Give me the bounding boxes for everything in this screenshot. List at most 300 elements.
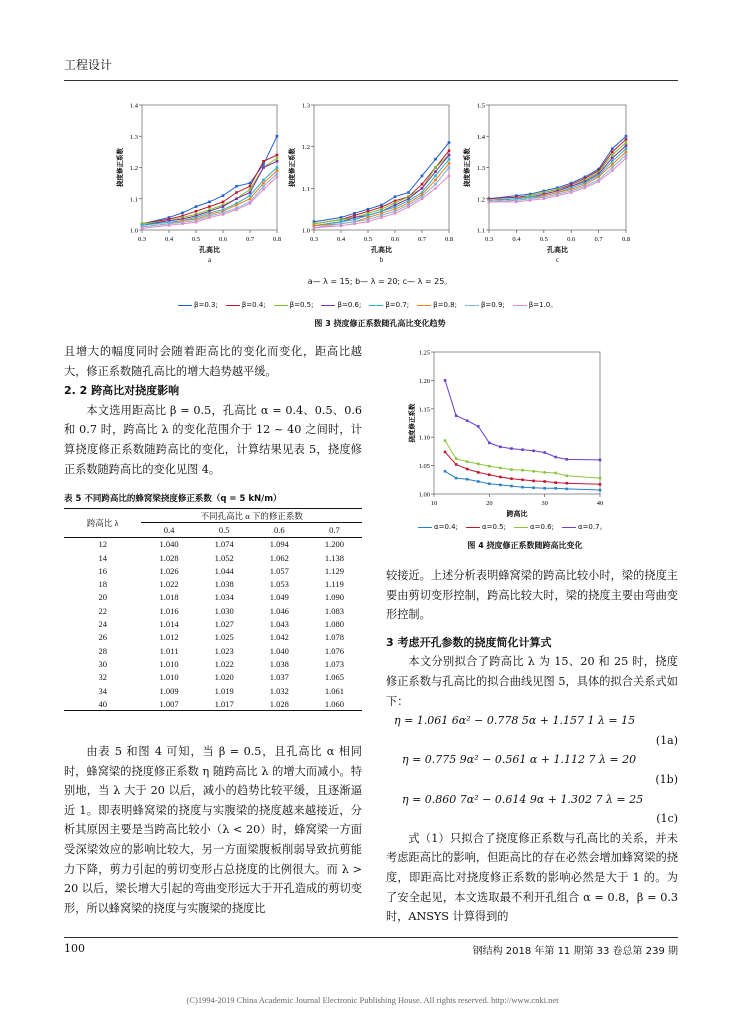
x-tick-label: 0.5 — [363, 236, 373, 243]
x-tick-label: 20 — [486, 500, 493, 507]
data-point — [477, 471, 480, 474]
table-cell: 1.020 — [214, 672, 234, 683]
paragraph: 式（1）只拟合了挠度修正系数与孔高比的关系，并未考虑距高比的影响，但距高比的存在必然会增加蜂窝梁的挠度，即距高比对挠度修正系数的影响必然是大于 1 的。为了安全起见，本文选取最不利开孔组合 α = 0.8，β = 0.3 时，ANSYS 计算得到的 — [386, 831, 678, 924]
legend-item — [562, 522, 607, 532]
data-point — [584, 187, 587, 190]
table-cell: 1.042 — [269, 632, 289, 643]
x-axis-label: 孔高比 — [199, 246, 220, 254]
section-header: 工程设计 — [64, 58, 113, 72]
data-point — [625, 141, 628, 144]
data-point — [394, 212, 397, 215]
legend-item — [417, 301, 457, 309]
table-cell: 1.038 — [214, 579, 234, 590]
copyright-footer: (C)1994-2019 China Academic Journal Electronic Publishing House. All rights reserved. http://www.cnki.net — [186, 995, 559, 1005]
figure3-chart-b — [282, 100, 457, 268]
data-point — [599, 483, 602, 486]
x-tick-label: 40 — [596, 500, 604, 507]
table-cell: 1.119 — [325, 579, 344, 590]
data-point — [466, 419, 469, 422]
data-point — [208, 205, 211, 208]
legend-label: β=0.8; — [433, 301, 457, 309]
legend-swatch — [513, 305, 527, 306]
table-cell: 1.019 — [214, 685, 234, 696]
data-point — [168, 224, 171, 227]
legend-label: α=0.6; — [529, 523, 554, 531]
table-cell: 1.060 — [324, 698, 344, 709]
paragraph: 由表 5 和图 4 可知，当 β = 0.5，且孔高比 α 相同时，蜂窝梁的挠度修正系数 η 随跨高比 λ 的增大而减小。特别地，当 λ 大于 20 以后，减小的趋势比较平缓，且逐渐逼近 1。即表明蜂窝梁的挠度与实腹梁的挠度越来越接近，分析其原因主要是当跨高比较小（λ < 20）时，蜂窝梁一方面受深梁效应的影响比较大，另一方面梁腹板削弱导致抗剪能力下降，剪力引起的剪切变形占总挠度的比例很大。而 λ > 20 以后，梁长增大引起的弯曲变形远大于开孔造成的剪切变形，所以蜂窝梁的挠度与实腹梁的挠度比 — [64, 745, 362, 915]
data-point — [276, 160, 279, 163]
data-point — [599, 489, 602, 492]
table-cell: 1.010 — [159, 658, 179, 669]
data-point — [488, 482, 491, 485]
table-cell: 1.012 — [159, 632, 179, 643]
table-cell: 14 — [98, 552, 107, 563]
x-tick-label: 30 — [541, 500, 548, 507]
data-point — [444, 470, 447, 473]
table-cell: 1.046 — [269, 605, 289, 616]
table-cell: 1.028 — [269, 698, 289, 709]
y-tick-label: 1.4 — [129, 102, 138, 110]
data-point — [532, 470, 535, 473]
data-point — [195, 205, 198, 208]
legend-label: β=0.5; — [289, 301, 314, 309]
table-row — [64, 697, 362, 711]
table-cell: 1.053 — [269, 579, 289, 590]
x-tick-label: 0.7 — [594, 236, 603, 243]
data-point — [466, 478, 469, 481]
table-cell: 30 — [98, 658, 107, 669]
data-point — [407, 206, 410, 209]
table-row — [64, 657, 362, 670]
table-cell: 1.044 — [214, 565, 234, 576]
panel-label: b — [379, 256, 384, 264]
data-point — [434, 183, 437, 186]
y-tick-label: 1.25 — [418, 349, 430, 357]
data-point — [566, 475, 569, 478]
table-cell: 1.038 — [269, 658, 289, 669]
table-cell: 1.037 — [269, 672, 289, 683]
data-point — [434, 158, 437, 161]
data-point — [515, 201, 518, 204]
y-tick-label: 1.1 — [301, 185, 310, 193]
legend-swatch — [369, 305, 383, 306]
data-point — [625, 135, 628, 138]
data-point — [353, 222, 356, 225]
table-cell: 1.129 — [324, 565, 344, 576]
data-point — [421, 187, 424, 190]
data-point — [611, 151, 614, 154]
y-tick-label: 1.2 — [301, 144, 310, 152]
table-cell: 1.034 — [214, 592, 234, 603]
data-point — [448, 162, 451, 165]
data-point — [444, 451, 447, 454]
legend-label: β=0.7; — [385, 301, 410, 309]
data-point — [394, 195, 397, 198]
footer-rule — [64, 937, 678, 938]
paragraph: 本文分别拟合了跨高比 λ 为 15、20 和 25 时，挠度修正系数与孔高比的拟合曲线见图 5，具体的拟合关系式如下： — [386, 655, 678, 708]
table-cell: 1.061 — [324, 685, 344, 696]
x-axis-label: 孔高比 — [371, 246, 392, 254]
right-column — [386, 566, 678, 927]
legend-swatch — [417, 305, 431, 306]
plot-frame — [434, 352, 600, 494]
data-point — [499, 446, 502, 449]
data-point — [262, 182, 265, 185]
data-point — [611, 163, 614, 166]
y-tick-label: 1.00 — [418, 491, 430, 499]
legend-swatch — [465, 305, 479, 306]
data-point — [262, 179, 265, 182]
table-row — [64, 551, 362, 564]
table-cell: 22 — [98, 605, 107, 616]
paragraph: 本文选用距高比 β = 0.5，孔高比 α = 0.4、0.5、0.6 和 0.7 时，跨高比 λ 的变化范围介于 12 ~ 40 之间时，计算挠度修正系数随跨高比的变化，计算结果见表 5，挠度修正系数随跨高比的变化见图 4。 — [64, 403, 362, 476]
left-column-top — [64, 342, 362, 479]
data-point — [434, 166, 437, 169]
table-cell: 26 — [98, 632, 107, 643]
table-cell: 1.023 — [214, 645, 234, 656]
table-group-header: 不同孔高比 α 下的修正系数 — [141, 509, 362, 523]
data-point — [276, 157, 279, 160]
figure3-caption: 图 3 挠度修正系数随孔高比变化趋势 — [314, 319, 446, 328]
data-point — [141, 227, 144, 230]
y-axis-label: 挠度修正系数 — [408, 403, 416, 443]
x-tick-label: 0.3 — [309, 236, 319, 243]
x-tick-label: 10 — [430, 500, 438, 507]
legend-item — [226, 301, 266, 309]
data-point — [276, 166, 279, 169]
data-point — [625, 157, 628, 160]
data-point — [466, 468, 469, 471]
table-row — [64, 604, 362, 617]
data-point — [532, 450, 535, 453]
legend-label: β=1.0。 — [528, 301, 558, 309]
data-point — [455, 414, 458, 417]
journal-info: 钢结构 2018 年第 11 期第 33 卷总第 239 期 — [472, 946, 678, 957]
data-point — [448, 150, 451, 153]
table-cell: 1.057 — [269, 565, 289, 576]
data-point — [367, 220, 370, 223]
data-point — [455, 477, 458, 480]
data-point — [543, 451, 546, 454]
table-cell: 1.009 — [159, 685, 179, 696]
figure3-chart-c — [453, 100, 633, 268]
table-cell: 1.032 — [269, 685, 289, 696]
y-tick-label: 1.3 — [476, 165, 485, 172]
data-point — [543, 197, 546, 200]
x-tick-label: 0.5 — [191, 236, 201, 243]
data-point — [554, 472, 557, 475]
table-cell: 1.027 — [214, 619, 234, 630]
y-tick-label: 1.0 — [301, 227, 310, 235]
data-point — [466, 460, 469, 463]
table-row — [64, 617, 362, 630]
legend-label: β=0.9; — [480, 301, 505, 309]
data-point — [380, 216, 383, 219]
table-cell: 1.083 — [324, 605, 344, 616]
data-point — [543, 480, 546, 483]
data-point — [488, 442, 491, 445]
table-row-header: 跨高比 λ — [64, 509, 141, 538]
data-point — [222, 194, 225, 197]
paragraph: 且增大的幅度同时会随着距高比的变化而变化，距高比越大，修正系数随孔高比的增大趋势越平缓。 — [64, 345, 362, 378]
table-cell: 1.025 — [214, 632, 234, 643]
equation-number: (1a) — [655, 733, 678, 747]
legend-item — [418, 523, 458, 531]
legend-item — [274, 301, 314, 309]
table-cell: 1.090 — [324, 592, 344, 603]
table-row — [64, 537, 362, 551]
data-point — [262, 166, 265, 169]
x-tick-label: 0.4 — [164, 236, 174, 243]
data-point — [276, 176, 279, 179]
legend-swatch — [514, 527, 528, 528]
left-column-bottom — [64, 742, 362, 918]
table-row — [64, 631, 362, 644]
data-point — [510, 468, 513, 471]
data-point — [566, 482, 569, 485]
equation-number: (1c) — [656, 812, 678, 826]
x-tick-label: 0.8 — [621, 236, 631, 243]
section-heading-3: 3 考虑开孔参数的挠度简化计算式 — [386, 635, 552, 649]
legend-label: α=0.4; — [434, 523, 458, 531]
table-cell: 16 — [98, 565, 107, 576]
table-cell: 12 — [98, 539, 107, 550]
data-point — [235, 191, 238, 194]
table-cell: 1.007 — [159, 698, 179, 709]
table-cell: 1.040 — [269, 645, 289, 656]
table-cell: 28 — [98, 645, 107, 656]
legend-item — [178, 301, 218, 309]
table-cell: 1.076 — [324, 645, 344, 656]
data-point — [421, 175, 424, 178]
table-cell: 1.049 — [269, 592, 289, 603]
data-point — [421, 183, 424, 186]
figure4-legend — [418, 514, 658, 531]
table-cell: 1.073 — [324, 658, 344, 669]
figure3-legend — [178, 292, 598, 309]
equation-1b: η = 0.775 9α² − 0.561 α + 1.112 7 λ = 20 — [402, 753, 637, 767]
data-point — [556, 194, 559, 197]
table-column-header: 0.4 — [141, 523, 196, 537]
data-point — [597, 176, 600, 179]
data-point — [434, 170, 437, 173]
table-cell: 1.028 — [159, 552, 179, 563]
data-point — [444, 379, 447, 382]
panel-label: c — [555, 256, 560, 264]
data-point — [276, 135, 279, 138]
table-row — [64, 591, 362, 604]
legend-item — [465, 301, 505, 309]
data-point — [611, 147, 614, 150]
data-point — [488, 473, 491, 476]
data-point — [599, 477, 602, 480]
data-point — [444, 439, 447, 442]
data-point — [521, 486, 524, 489]
header-rule — [64, 80, 678, 81]
section-heading-2-2: 2. 2 跨高比对挠度影响 — [64, 384, 180, 398]
data-point — [208, 201, 211, 204]
table-cell: 1.010 — [159, 672, 179, 683]
data-point — [434, 187, 437, 190]
x-tick-label: 0.6 — [390, 236, 400, 243]
data-point — [566, 458, 569, 461]
data-point — [421, 197, 424, 200]
data-point — [510, 477, 513, 480]
x-tick-label: 0.8 — [272, 236, 282, 243]
x-tick-label: 0.6 — [567, 236, 576, 243]
legend-swatch — [226, 305, 240, 306]
y-tick-label: 1.0 — [129, 227, 138, 235]
data-point — [222, 201, 225, 204]
y-tick-label: 1.10 — [418, 434, 430, 442]
table-cell: 1.200 — [324, 539, 344, 550]
legend-swatch — [562, 527, 576, 528]
data-point — [543, 487, 546, 490]
data-point — [488, 465, 491, 468]
data-point — [235, 197, 238, 200]
data-point — [529, 199, 532, 202]
data-point — [249, 194, 252, 197]
data-point — [611, 160, 614, 163]
x-axis-label: 跨高比 — [506, 510, 528, 518]
data-point — [477, 425, 480, 428]
x-tick-label: 0.4 — [512, 236, 521, 243]
paragraph: 较接近。上述分析表明蜂窝梁的跨高比较小时，梁的挠度主要由剪切变形控制，跨高比较大时，梁的挠度主要由弯曲变形控制。 — [386, 569, 678, 622]
table-cell: 1.040 — [159, 539, 179, 550]
legend-item — [466, 523, 506, 531]
table-cell: 1.052 — [214, 552, 234, 563]
data-point — [235, 185, 238, 188]
x-tick-label: 0.3 — [137, 236, 147, 243]
legend-swatch — [321, 305, 335, 306]
data-point — [532, 480, 535, 483]
y-tick-label: 1.1 — [129, 196, 138, 204]
table-cell: 20 — [98, 592, 107, 603]
data-point — [611, 169, 614, 172]
data-point — [222, 213, 225, 216]
data-point — [407, 191, 410, 194]
figure3-chart-a — [110, 100, 285, 268]
y-tick-label: 1.20 — [418, 377, 430, 385]
table-cell: 1.043 — [269, 619, 289, 630]
data-point — [276, 154, 279, 157]
page-number: 100 — [64, 942, 85, 955]
x-tick-label: 0.6 — [218, 236, 228, 243]
data-point — [499, 476, 502, 479]
table-cell: 1.030 — [214, 605, 234, 616]
data-point — [455, 457, 458, 460]
data-point — [262, 188, 265, 191]
x-axis-label: 孔高比 — [547, 246, 568, 254]
data-point — [625, 144, 628, 147]
data-point — [276, 172, 279, 175]
legend-swatch — [418, 527, 432, 528]
legend-label: β=0.3; — [194, 301, 218, 309]
data-point — [235, 204, 238, 207]
data-point — [208, 216, 211, 219]
table-row — [64, 644, 362, 657]
legend-swatch — [274, 305, 288, 306]
y-tick-label: 1.5 — [476, 102, 485, 110]
data-point — [554, 487, 557, 490]
table-cell: 40 — [98, 698, 107, 709]
data-point — [181, 212, 184, 215]
equation-1c: η = 0.860 7α² − 0.614 9α + 1.302 7 λ = 25 — [402, 792, 644, 806]
data-point — [313, 227, 316, 230]
table-cell: 24 — [98, 619, 107, 630]
data-point — [625, 154, 628, 157]
data-point — [477, 480, 480, 483]
data-point — [434, 179, 437, 182]
legend-item — [321, 301, 361, 309]
data-point — [625, 147, 628, 150]
table-cell: 1.022 — [159, 579, 179, 590]
data-point — [597, 180, 600, 183]
table-cell: 34 — [98, 685, 107, 696]
legend-item — [513, 300, 557, 310]
figure3-subtitle: a— λ = 15; b— λ = 20; c— λ = 25。 — [307, 277, 453, 286]
table-row — [64, 564, 362, 577]
table-row — [64, 577, 362, 590]
y-tick-label: 1.3 — [129, 133, 138, 141]
data-point — [499, 467, 502, 470]
equation-1a: η = 1.061 6α² − 0.778 5α + 1.157 1 λ = 15 — [394, 714, 636, 728]
y-tick-label: 1.2 — [476, 196, 485, 204]
figure4-caption: 图 4 挠度修正系数随跨高比变化 — [467, 541, 583, 550]
table-cell: 1.011 — [159, 645, 179, 656]
data-point — [249, 202, 252, 205]
data-point — [477, 463, 480, 466]
data-point — [455, 463, 458, 466]
legend-label: α=0.5; — [481, 523, 506, 531]
plot-frame — [489, 105, 626, 230]
data-point — [340, 225, 343, 228]
table-cell: 1.016 — [159, 605, 179, 616]
x-tick-label: 0.5 — [539, 236, 548, 243]
x-tick-label: 0.3 — [484, 236, 494, 243]
data-point — [434, 175, 437, 178]
data-point — [249, 197, 252, 200]
y-tick-label: 1.2 — [129, 165, 138, 172]
data-point — [570, 191, 573, 194]
table-cell: 1.022 — [214, 658, 234, 669]
legend-swatch — [178, 305, 192, 306]
data-point — [448, 175, 451, 178]
y-tick-label: 1.4 — [476, 133, 485, 141]
data-point — [625, 151, 628, 154]
y-axis-label: 挠度修正系数 — [463, 148, 471, 187]
y-tick-label: 1.05 — [418, 463, 430, 471]
data-point — [510, 485, 513, 488]
equation-number: (1b) — [655, 772, 678, 786]
table-cell: 1.018 — [159, 592, 179, 603]
table-row — [64, 684, 362, 697]
data-point — [448, 141, 451, 144]
data-point — [262, 185, 265, 188]
data-point — [543, 471, 546, 474]
data-point — [611, 154, 614, 157]
table5 — [64, 508, 362, 711]
x-tick-label: 0.7 — [245, 236, 255, 243]
legend-item — [369, 301, 409, 309]
table-column-header: 0.7 — [307, 523, 362, 537]
table-cell: 1.065 — [324, 672, 344, 683]
table-cell: 1.080 — [324, 619, 344, 630]
table-cell: 1.026 — [159, 565, 179, 576]
figure4-chart — [388, 340, 618, 522]
data-point — [235, 208, 238, 211]
data-point — [181, 222, 184, 225]
